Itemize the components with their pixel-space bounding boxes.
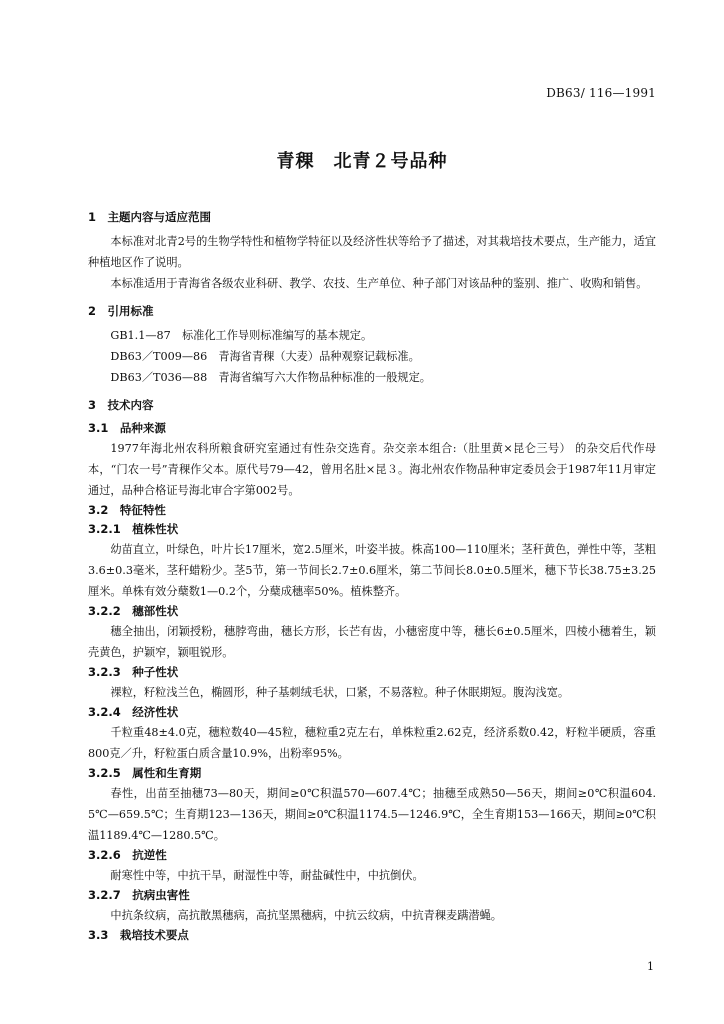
reference-standard: GB1.1—87 标准化工作导则标准编写的基本规定。 <box>110 329 373 342</box>
section-3-2-5-text: 春性，出苗至抽穗73—80天，期间≥0℃积温570—607.4℃；抽穗至成熟50—56天，期间≥0℃积温604.5℃—659.5℃；生育期123—136天，期间≥0℃积温1174.5—1246.9℃，全生育期153—166天，期间≥0℃积温1189.4℃—1280.5℃。 <box>88 787 656 842</box>
page-number: 1 <box>647 960 654 973</box>
section-3-3-heading: 3.3 栽培技术要点 <box>88 928 189 942</box>
section-3-2-1-text: 幼苗直立，叶绿色，叶片长17厘米，宽2.5厘米，叶姿半披。株高100—110厘米；茎秆黄色，弹性中等，茎粗3.6±0.3毫米，茎秆蜡粉少。茎5节，第一节间长2.7±0.6厘米，第二节间长8.0±0.5厘米，穗下节长38.75±3.25厘米。单株有效分蘖数1—0.2个，分蘖成穗率50%。植株整齐。 <box>88 543 656 598</box>
section-3-2-7-heading: 3.2.7 抗病虫害性 <box>88 888 190 902</box>
section-1-paragraph-2: 本标准适用于青海省各级农业科研、教学、农技、生产单位、种子部门对该品种的鉴别、推广、收购和销售。 <box>110 277 648 290</box>
section-3-2-1-heading: 3.2.1 植株性状 <box>88 522 179 536</box>
standard-code: DB63/ 116—1991 <box>546 86 656 100</box>
section-3-2-7-text: 中抗条纹病，高抗散黑穗病，高抗坚黑穗病，中抗云纹病，中抗青稞麦蹒潜蝇。 <box>110 909 502 922</box>
section-3-2-3-heading: 3.2.3 种子性状 <box>88 665 179 679</box>
section-3-2-4-heading: 3.2.4 经济性状 <box>88 705 179 719</box>
section-3-2-2-heading: 3.2.2 穗部性状 <box>88 604 179 618</box>
section-1-paragraph-1: 本标准对北青2号的生物学特性和植物学特征以及经济性状等给予了描述，对其栽培技术要点，生产能力，适宜种植地区作了说明。 <box>88 235 656 269</box>
section-2-heading: 2 引用标准 <box>88 304 154 318</box>
section-3-2-6-text: 耐寒性中等，中抗干旱，耐湿性中等，耐盐碱性中，中抗倒伏。 <box>110 869 424 882</box>
reference-standard: DB63／T036—88 青海省编写六大作物品种标准的一般规定。 <box>110 371 431 384</box>
section-1-heading: 1 主题内容与适应范围 <box>88 210 212 224</box>
section-3-2-3-text: 裸粒，籽粒浅兰色，椭圆形，种子基刺绒毛状，口紧，不易落粒。种子休眠期短。腹沟浅宽。 <box>110 686 570 699</box>
section-3-2-6-heading: 3.2.6 抗逆性 <box>88 848 167 862</box>
reference-standard: DB63／T009—86 青海省青稞（大麦）品种观察记载标准。 <box>110 350 420 363</box>
section-3-heading: 3 技术内容 <box>88 398 154 412</box>
section-3-2-5-heading: 3.2.5 属性和生育期 <box>88 766 202 780</box>
section-3-2-2-text: 穗全抽出，闭颖授粉，穗脖弯曲，穗长方形，长芒有齿，小穗密度中等，穗长6±0.5厘米，四棱小穗着生，颖壳黄色，护颖窄，颖咀锐形。 <box>88 625 656 659</box>
section-3-1-text: 1977年海北州农科所粮食研究室通过有性杂交选育。杂交亲本组合:（肚里黄×昆仑三号） 的杂交后代作母本，“门农一号”青稞作父本。原代号79—42，曾用名肚×昆３。海北州农作物品种审定委员会于1987年11月审定通过，品种合格证号海北审合字第002号。 <box>88 442 656 497</box>
section-3-1-heading: 3.1 品种来源 <box>88 421 166 435</box>
document-body <box>88 208 656 945</box>
document-title: 青稞 北青２号品种 <box>276 151 448 172</box>
section-3-2-heading: 3.2 特征特性 <box>88 503 166 517</box>
section-3-2-4-text: 千粒重48±4.0克，穗粒数40—45粒，穗粒重2克左右，单株粒重2.62克，经济系数0.42，籽粒半硬质，容重800克／升，籽粒蛋白质含量10.9%，出粉率95%。 <box>88 726 656 760</box>
